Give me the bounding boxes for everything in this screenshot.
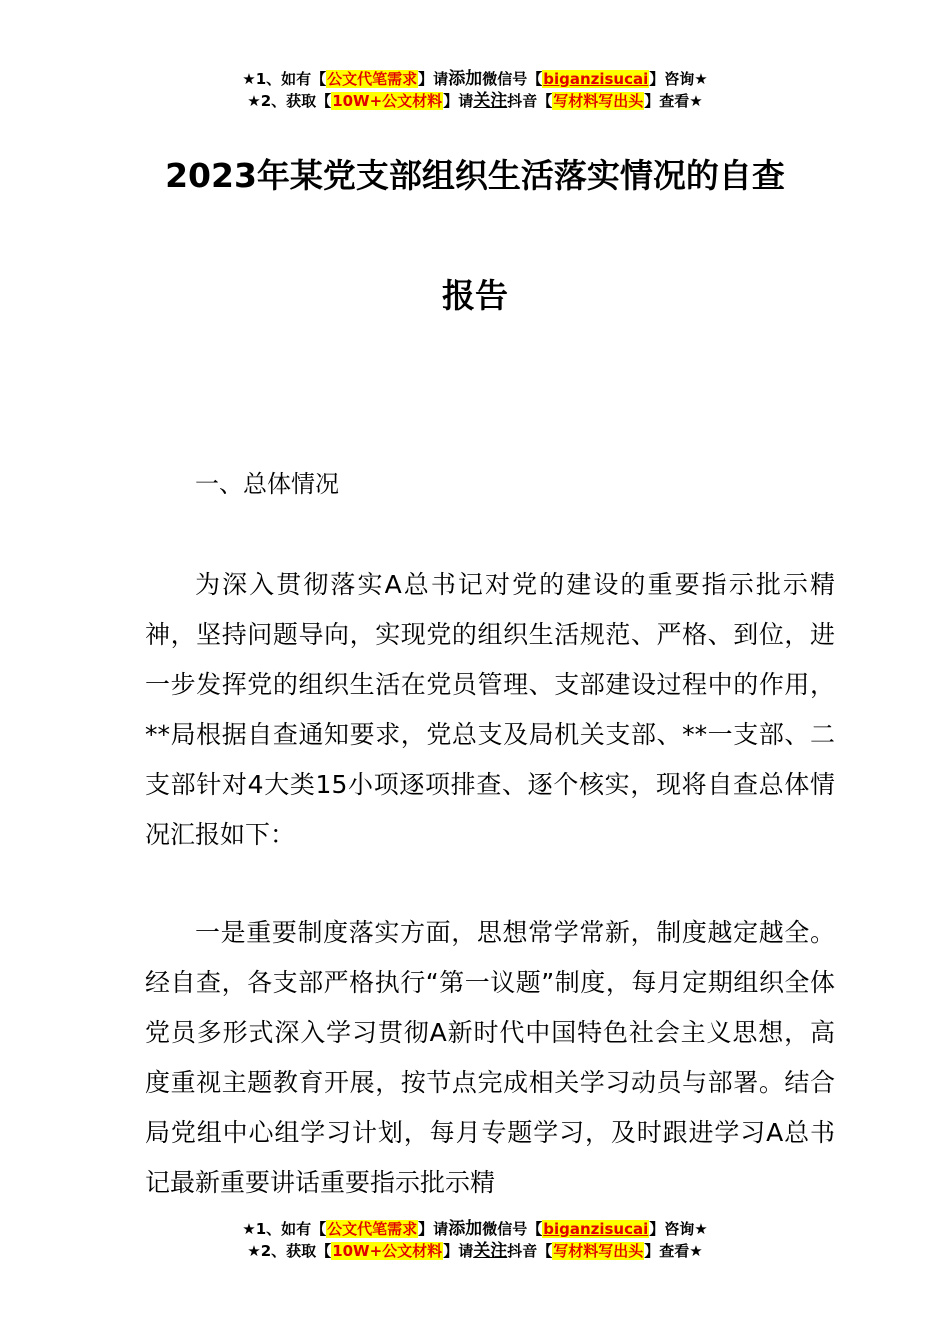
- promo-douyin-id[interactable]: 写材料写出头: [553, 92, 644, 110]
- promo-text: 】请: [418, 1220, 449, 1238]
- document-title-line-2: 报告: [442, 276, 508, 315]
- promo-wechat-id[interactable]: biganzisucai: [543, 70, 649, 88]
- promo-highlight: 公文代笔需求: [327, 70, 418, 88]
- promo-highlight: 10W+公文材料: [332, 92, 443, 110]
- promo-highlight: 公文代笔需求: [327, 1220, 418, 1238]
- promo-text: 微信号【: [482, 70, 543, 88]
- promo-text: 】查看★: [644, 92, 703, 110]
- promo-text: 抖音【: [507, 92, 553, 110]
- promo-text: ★2、获取【: [247, 92, 332, 110]
- promo-emphasis: 添加: [448, 69, 483, 89]
- promo-text: ★2、获取【: [247, 1242, 332, 1260]
- document-title-line-1: 2023年某党支部组织生活落实情况的自查: [165, 156, 785, 195]
- promo-line-2: [0, 1240, 950, 1262]
- promo-line-1: [0, 68, 950, 90]
- promo-emphasis: 添加: [448, 1219, 483, 1239]
- promo-emphasis: 关注: [473, 91, 508, 111]
- promo-line-2: [0, 90, 950, 112]
- body-paragraph-1: 为深入贯彻落实A总书记对党的建设的重要指示批示精神，坚持问题导向，实现党的组织生活规范、严格、到位，进一步发挥党的组织生活在党员管理、支部建设过程中的作用，**局根据自查通知要求，党总支及局机关支部、**一支部、二支部针对4大类15小项逐项排查、逐个核实，现将自查总体情况汇报如下：: [145, 570, 835, 849]
- promo-text: 】请: [418, 70, 449, 88]
- promo-text: 】请: [443, 92, 474, 110]
- promo-text: ★1、如有【: [242, 70, 327, 88]
- promo-douyin-id[interactable]: 写材料写出头: [553, 1242, 644, 1260]
- promo-banner-top: [0, 68, 950, 112]
- promo-line-1: [0, 1218, 950, 1240]
- promo-text: ★1、如有【: [242, 1220, 327, 1238]
- promo-text: 】咨询★: [649, 70, 708, 88]
- promo-text: 抖音【: [507, 1242, 553, 1260]
- promo-wechat-id[interactable]: biganzisucai: [543, 1220, 649, 1238]
- promo-text: 微信号【: [482, 1220, 543, 1238]
- promo-banner-bottom: [0, 1218, 950, 1262]
- body-paragraph-2: 一是重要制度落实方面，思想常学常新，制度越定越全。经自查，各支部严格执行“第一议题”制度，每月定期组织全体党员多形式深入学习贯彻A新时代中国特色社会主义思想，高度重视主题教育开展，按节点完成相关学习动员与部署。结合局党组中心组学习计划，每月专题学习，及时跟进学习A总书记最新重要讲话重要指示批示精: [145, 918, 835, 1197]
- promo-text: 】咨询★: [649, 1220, 708, 1238]
- promo-text: 】查看★: [644, 1242, 703, 1260]
- promo-highlight: 10W+公文材料: [332, 1242, 443, 1260]
- promo-emphasis: 关注: [473, 1241, 508, 1261]
- section-heading: 一、总体情况: [195, 470, 339, 498]
- promo-text: 】请: [443, 1242, 474, 1260]
